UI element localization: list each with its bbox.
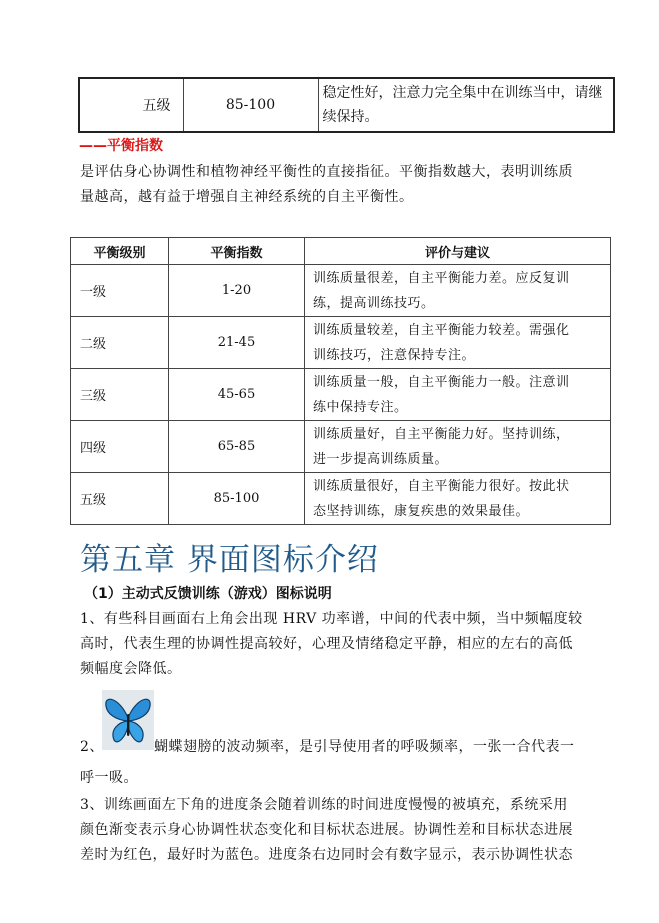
table-row — [71, 369, 611, 421]
desc-cell — [305, 369, 611, 421]
desc-line: 训练质量较差，自主平衡能力较差。需强化 — [313, 322, 570, 338]
range-cell: 45-65 — [169, 369, 305, 421]
paragraph-2-line1: 蝴蝶翅膀的波动频率，是引导使用者的呼吸频率，一张一合代表一 — [154, 739, 575, 755]
header-evaluation: 评价与建议 — [305, 238, 611, 265]
desc-cell — [305, 421, 611, 473]
para-line: 1、有些科目画面右上角会出现 HRV 功率谱，中间的代表中频，当中频幅度较 — [80, 611, 583, 627]
desc-line: 训练技巧，注意保持专注。 — [313, 347, 476, 363]
table-row — [71, 473, 611, 525]
range-cell: 1-20 — [169, 265, 305, 317]
para-line: 频幅度会降低。 — [80, 661, 182, 677]
level-cell: 四级 — [71, 421, 169, 473]
table-header-row — [71, 238, 611, 265]
stability-table-tail — [78, 77, 615, 133]
range-cell: 65-85 — [169, 421, 305, 473]
balance-table — [70, 237, 611, 525]
para-line: 差时为红色，最好时为蓝色。进度条右边同时会有数字显示，表示协调性状态 — [80, 847, 573, 863]
desc-cell — [318, 78, 614, 132]
para-line: 颜色渐变表示身心协调性状态变化和目标状态进展。协调性差和目标状态进展 — [80, 822, 573, 838]
balance-heading: ——平衡指数 — [79, 138, 163, 154]
level-cell: 三级 — [71, 369, 169, 421]
desc-line: 训练质量很好，自主平衡能力很好。按此状 — [313, 478, 570, 494]
desc-cell — [305, 473, 611, 525]
balance-intro — [80, 160, 573, 210]
header-index: 平衡指数 — [169, 238, 305, 265]
intro-line: 是评估身心协调性和植物神经平衡性的直接指征。平衡指数越大，表明训练质 — [80, 164, 573, 180]
table-row — [79, 78, 614, 132]
desc-line: 续保持。 — [322, 109, 379, 125]
level-cell: 五级 — [79, 78, 183, 132]
chapter-title: 第五章 界面图标介绍 — [80, 542, 379, 578]
desc-cell — [305, 265, 611, 317]
level-cell: 五级 — [71, 473, 169, 525]
paragraph-2-prefix: 2、 — [80, 739, 104, 755]
desc-cell — [305, 317, 611, 369]
desc-line: 态坚持训练，康复疾患的效果最佳。 — [313, 503, 530, 519]
desc-line: 练，提高训练技巧。 — [313, 295, 435, 311]
intro-line: 量越高，越有益于增强自主神经系统的自主平衡性。 — [80, 189, 414, 205]
paragraph-1 — [80, 607, 583, 682]
desc-line: 训练质量很差，自主平衡能力差。应反复训 — [313, 270, 570, 286]
para-line: 高时，代表生理的协调性提高较好，心理及情绪稳定平静，相应的左右的高低 — [80, 636, 573, 652]
paragraph-3 — [80, 793, 573, 868]
para-line: 3、训练画面左下角的进度条会随着训练的时间进度慢慢的被填充，系统采用 — [80, 797, 568, 813]
table-row — [71, 421, 611, 473]
desc-line: 训练质量一般，自主平衡能力一般。注意训 — [313, 374, 570, 390]
desc-line: 进一步提高训练质量。 — [313, 451, 449, 467]
header-level: 平衡级别 — [71, 238, 169, 265]
range-cell: 85-100 — [169, 473, 305, 525]
table-row — [71, 265, 611, 317]
desc-line: 稳定性好，注意力完全集中在训练当中，请继 — [322, 85, 603, 101]
desc-line: 练中保持专注。 — [313, 399, 408, 415]
range-cell: 21-45 — [169, 317, 305, 369]
range-cell: 85-100 — [183, 78, 318, 132]
butterfly-icon — [102, 690, 154, 750]
paragraph-2-line2: 呼一吸。 — [80, 770, 138, 786]
level-cell: 二级 — [71, 317, 169, 369]
section-subheading: （1）主动式反馈训练（游戏）图标说明 — [84, 586, 332, 602]
table-row — [71, 317, 611, 369]
level-cell: 一级 — [71, 265, 169, 317]
desc-line: 训练质量好，自主平衡能力好。坚持训练， — [313, 426, 570, 442]
